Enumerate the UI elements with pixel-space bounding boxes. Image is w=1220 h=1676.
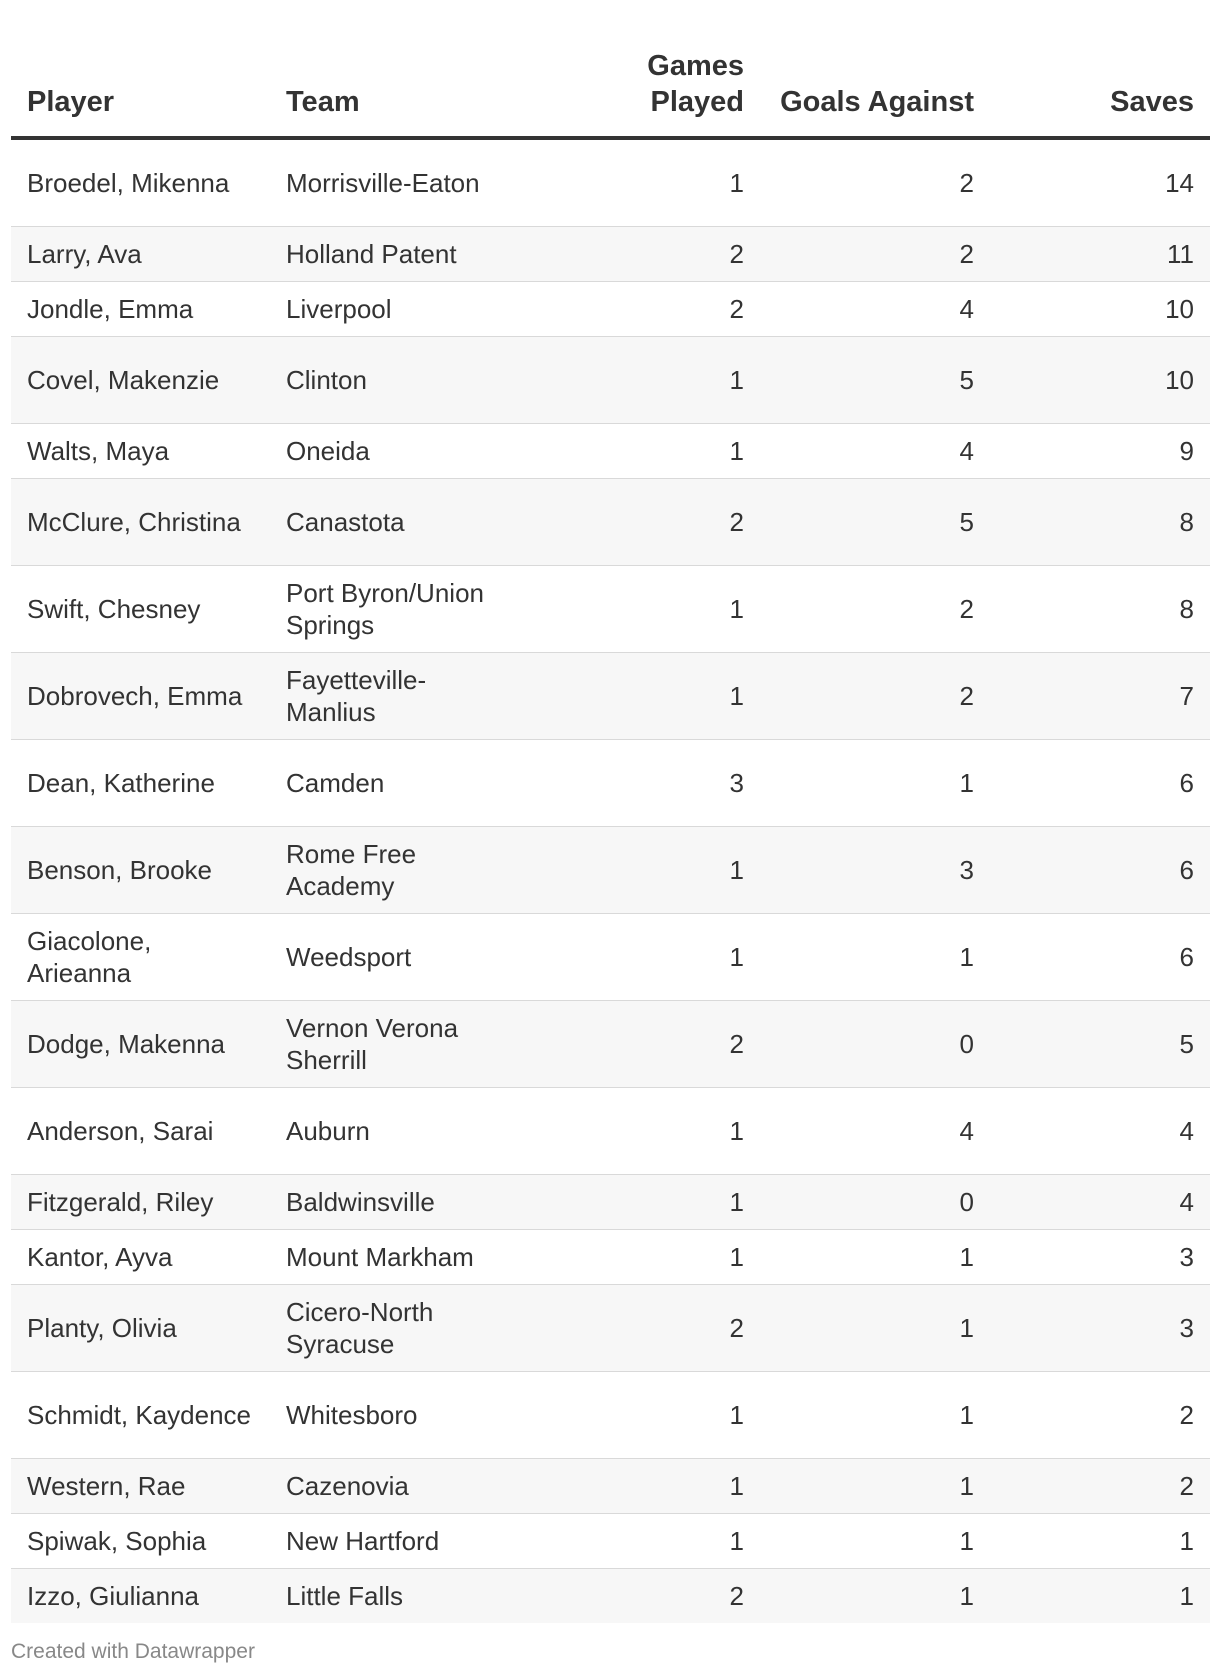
cell-player: Giacolone, Arieanna [11,914,270,1001]
cell-saves: 14 [990,138,1210,227]
cell-team: Canastota [270,479,530,566]
table-row [11,1001,1210,1088]
table-row [11,227,1210,282]
cell-goals-against: 1 [760,1459,990,1514]
cell-player: Larry, Ava [11,227,270,282]
table-row [11,138,1210,227]
cell-games-played: 1 [530,1230,760,1285]
cell-player: Covel, Makenzie [11,337,270,424]
cell-player: Swift, Chesney [11,566,270,653]
table-row [11,827,1210,914]
cell-player: Benson, Brooke [11,827,270,914]
goalie-stats-table [11,42,1210,1623]
cell-saves: 8 [990,566,1210,653]
table-row [11,337,1210,424]
cell-team: Whitesboro [270,1372,530,1459]
cell-games-played: 1 [530,653,760,740]
cell-player: Kantor, Ayva [11,1230,270,1285]
table-body [11,138,1210,1623]
cell-player: Fitzgerald, Riley [11,1175,270,1230]
table-row [11,1285,1210,1372]
cell-games-played: 1 [530,566,760,653]
cell-goals-against: 2 [760,138,990,227]
goalie-stats-table-wrapper [11,42,1210,1623]
cell-goals-against: 2 [760,653,990,740]
cell-saves: 10 [990,337,1210,424]
cell-goals-against: 1 [760,1372,990,1459]
cell-team: Morrisville-Eaton [270,138,530,227]
cell-player: Broedel, Mikenna [11,138,270,227]
cell-player: Dean, Katherine [11,740,270,827]
cell-goals-against: 5 [760,337,990,424]
cell-goals-against: 1 [760,740,990,827]
cell-player: Dobrovech, Emma [11,653,270,740]
cell-games-played: 1 [530,138,760,227]
cell-team: Mount Markham [270,1230,530,1285]
cell-team: New Hartford [270,1514,530,1569]
cell-player: Jondle, Emma [11,282,270,337]
cell-team: Cazenovia [270,1459,530,1514]
cell-games-played: 1 [530,337,760,424]
table-row [11,479,1210,566]
table-row [11,566,1210,653]
cell-goals-against: 0 [760,1001,990,1088]
cell-team: Rome Free Academy [270,827,530,914]
cell-team: Camden [270,740,530,827]
cell-saves: 10 [990,282,1210,337]
cell-saves: 6 [990,827,1210,914]
cell-player: McClure, Christina [11,479,270,566]
cell-games-played: 1 [530,1175,760,1230]
cell-goals-against: 1 [760,1230,990,1285]
cell-games-played: 2 [530,282,760,337]
cell-games-played: 2 [530,1285,760,1372]
cell-player: Planty, Olivia [11,1285,270,1372]
cell-saves: 9 [990,424,1210,479]
cell-games-played: 1 [530,1088,760,1175]
cell-player: Western, Rae [11,1459,270,1514]
cell-saves: 3 [990,1285,1210,1372]
cell-team: Holland Patent [270,227,530,282]
cell-player: Walts, Maya [11,424,270,479]
cell-saves: 5 [990,1001,1210,1088]
cell-team: Port Byron/Union Springs [270,566,530,653]
table-row [11,1230,1210,1285]
cell-goals-against: 3 [760,827,990,914]
cell-team: Weedsport [270,914,530,1001]
cell-goals-against: 4 [760,424,990,479]
cell-games-played: 3 [530,740,760,827]
cell-goals-against: 1 [760,1285,990,1372]
cell-team: Auburn [270,1088,530,1175]
cell-goals-against: 1 [760,1514,990,1569]
column-header-saves[interactable]: Saves [990,42,1210,138]
cell-games-played: 1 [530,914,760,1001]
cell-saves: 1 [990,1514,1210,1569]
table-row [11,424,1210,479]
cell-saves: 8 [990,479,1210,566]
table-row [11,1088,1210,1175]
cell-goals-against: 4 [760,1088,990,1175]
cell-goals-against: 2 [760,566,990,653]
cell-goals-against: 1 [760,914,990,1001]
cell-player: Izzo, Giulianna [11,1569,270,1624]
cell-saves: 4 [990,1175,1210,1230]
cell-goals-against: 1 [760,1569,990,1624]
cell-games-played: 1 [530,1459,760,1514]
cell-saves: 1 [990,1569,1210,1624]
cell-saves: 6 [990,740,1210,827]
cell-saves: 2 [990,1459,1210,1514]
cell-games-played: 2 [530,1569,760,1624]
cell-saves: 3 [990,1230,1210,1285]
cell-team: Fayetteville-Manlius [270,653,530,740]
cell-goals-against: 4 [760,282,990,337]
cell-goals-against: 2 [760,227,990,282]
table-row [11,1459,1210,1514]
cell-saves: 4 [990,1088,1210,1175]
table-row [11,1175,1210,1230]
cell-games-played: 2 [530,1001,760,1088]
cell-saves: 11 [990,227,1210,282]
column-header-goals-against[interactable]: Goals Against [760,42,990,138]
cell-team: Baldwinsville [270,1175,530,1230]
cell-team: Cicero-North Syracuse [270,1285,530,1372]
cell-player: Schmidt, Kaydence [11,1372,270,1459]
cell-player: Dodge, Makenna [11,1001,270,1088]
column-header-team[interactable]: Team [270,42,530,138]
cell-goals-against: 0 [760,1175,990,1230]
cell-team: Little Falls [270,1569,530,1624]
cell-team: Clinton [270,337,530,424]
cell-team: Oneida [270,424,530,479]
cell-player: Spiwak, Sophia [11,1514,270,1569]
cell-games-played: 1 [530,827,760,914]
table-row [11,1514,1210,1569]
column-header-games-played[interactable]: Games Played [530,42,760,138]
table-row [11,740,1210,827]
cell-player: Anderson, Sarai [11,1088,270,1175]
table-header [11,42,1210,138]
table-row [11,914,1210,1001]
cell-games-played: 1 [530,424,760,479]
cell-goals-against: 5 [760,479,990,566]
cell-games-played: 2 [530,227,760,282]
cell-saves: 7 [990,653,1210,740]
cell-games-played: 2 [530,479,760,566]
table-row [11,1569,1210,1624]
table-row [11,1372,1210,1459]
cell-saves: 2 [990,1372,1210,1459]
cell-team: Vernon Verona Sherrill [270,1001,530,1088]
cell-games-played: 1 [530,1514,760,1569]
cell-team: Liverpool [270,282,530,337]
cell-games-played: 1 [530,1372,760,1459]
table-row [11,282,1210,337]
table-row [11,653,1210,740]
header-row [11,42,1210,138]
cell-saves: 6 [990,914,1210,1001]
column-header-player[interactable]: Player [11,42,270,138]
datawrapper-credit[interactable]: Created with Datawrapper [11,1640,255,1663]
